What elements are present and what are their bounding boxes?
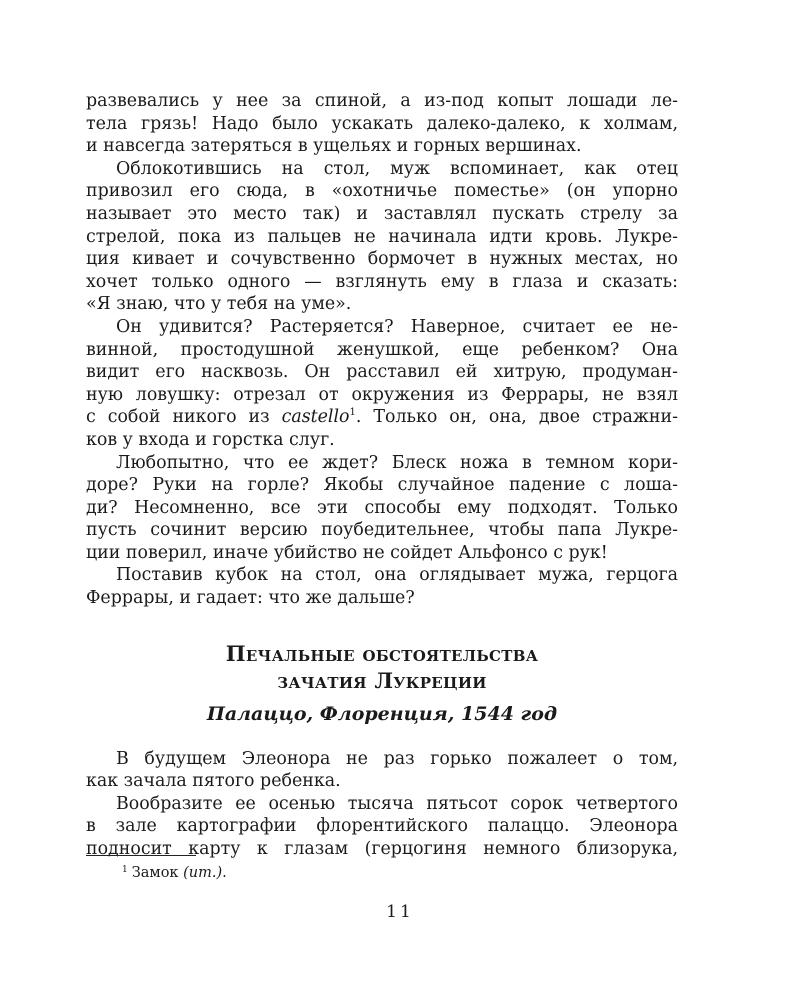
footnote xyxy=(122,861,227,882)
text-line-with-footnote xyxy=(86,406,678,429)
chapter-subtitle: Палаццо, Флоренция, 1544 год xyxy=(206,702,558,725)
chapter-title-line2: зачатия Лукреции xyxy=(277,667,487,693)
text-line: «Я знаю, что у тебя на уме». xyxy=(86,294,352,315)
text-line: как зачала пятого ребенка. xyxy=(86,771,341,792)
text-line: в зале картографии флорентийского палаццо. Элеонора xyxy=(86,816,678,837)
text-line: ди? Несомненно, все эти способы ему подходят. Только xyxy=(86,497,678,518)
footnote-reference[interactable]: 1 xyxy=(349,407,356,419)
text-line: ции поверил, иначе убийство не сойдет Альфонсо с рук! xyxy=(86,542,608,563)
text-line: Любопытно, что ее ждет? Блеск ножа в темном кори- xyxy=(116,452,678,473)
text-fragment: . Только он, она, двое стражни- xyxy=(355,407,678,428)
text-line: Поставив кубок на стол, она оглядывает мужа, герцога xyxy=(116,565,678,586)
text-line: стрелой, пока из пальцев не начинала идти кровь. Лукре- xyxy=(86,226,678,247)
text-line: подносит карту к глазам (герцогиня немного близорука, xyxy=(86,839,678,860)
text-line: ков у входа и горстка слуг. xyxy=(86,429,335,450)
text-line: развевались у нее за спиной, а из-под копыт лошади ле- xyxy=(86,91,678,111)
text-line: и навсегда затеряться в ущельях и горных вершинах. xyxy=(86,136,582,157)
page-body xyxy=(86,90,678,861)
footnote-end: . xyxy=(222,865,227,881)
text-line: Вообразите ее осенью тысяча пятьсот сорок четвертого xyxy=(116,793,678,814)
text-line: привозил его сюда, в «охотничье поместье» (он упорно xyxy=(86,181,678,202)
text-line: ную ловушку: отрезал от окружения из Феррары, не взял xyxy=(86,384,678,405)
text-line: Феррары, и гадает: что же дальше? xyxy=(86,588,415,609)
page-number: 11 xyxy=(386,902,414,922)
text-line: называет это место так) и заставлял пускать стрелу за xyxy=(86,203,678,224)
italic-word: castello xyxy=(281,407,350,428)
text-line: Он удивится? Растеряется? Наверное, считает ее не- xyxy=(116,316,678,337)
footnote-text: Замок xyxy=(131,865,184,881)
section2-text xyxy=(86,748,678,861)
text-line: видит его насквозь. Он расставил ей хитрую, продуман- xyxy=(86,362,678,383)
text-line: тела грязь! Надо было ускакать далеко-далеко, к холмам, xyxy=(86,113,678,134)
footnote-mark: 1 xyxy=(122,865,128,875)
text-line: доре? Руки на горле? Якобы случайное падение с лоша- xyxy=(86,475,678,496)
chapter-title-line1: Печальные обстоятельства xyxy=(225,640,539,666)
text-line: ция кивает и сочувственно бормочет в нужных местах, но xyxy=(86,249,678,270)
text-line: В будущем Элеонора не раз горько пожалеет о том, xyxy=(116,748,678,769)
text-line: винной, простодушной женушкой, еще ребенком? Она xyxy=(86,339,678,360)
chapter-heading xyxy=(86,640,678,726)
text-line: пусть сочинит версию поубедительнее, чтобы папа Лукре- xyxy=(86,520,678,541)
section1-text xyxy=(86,90,678,610)
text-fragment: с собой никого из xyxy=(86,407,282,428)
footnote-rule xyxy=(86,855,196,856)
footnote-note: (ит.) xyxy=(183,865,223,881)
text-line: хочет только одного — взглянуть ему в глаза и сказать: xyxy=(86,271,678,292)
text-line: Облокотившись на стол, муж вспоминает, как отец xyxy=(116,158,678,179)
